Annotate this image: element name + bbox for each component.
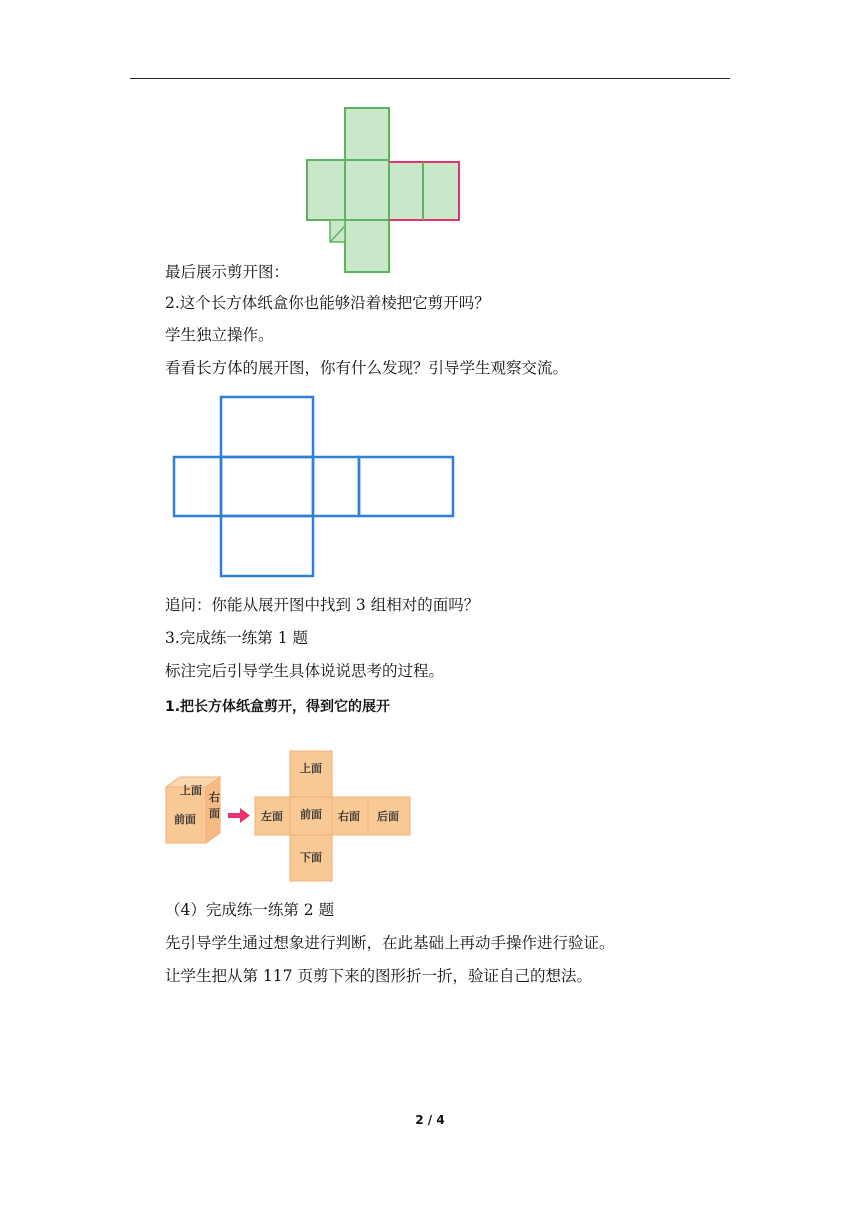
text-line-9: （4）完成练一练第 2 题 [165,901,335,919]
blue-face-top [221,397,313,457]
box-label-top: 上面 [180,784,202,797]
text-line-1: 最后展示剪开图： [165,263,290,281]
net-face-top [345,108,389,160]
blue-face-right [313,457,359,516]
box-label-front: 前面 [174,813,196,826]
net-face-right [389,162,423,220]
text-line-6: 3.完成练一练第 1 题 [165,629,309,647]
net-label-right: 右面 [338,810,360,823]
text-line-11: 让学生把从第 117 页剪下来的图形折一折，验证自己的想法。 [165,967,592,985]
blue-face-front [221,457,313,516]
text-line-3: 学生独立操作。 [165,326,274,344]
net-label-bottom: 下面 [300,851,322,864]
text-line-10: 先引导学生通过想象进行判断，在此基础上再动手操作进行验证。 [165,934,615,952]
arrow-icon [228,808,250,823]
net-label-back: 后面 [377,810,399,823]
blue-face-left [174,457,221,516]
box-and-net-figure [160,745,420,887]
net-face-bottom [345,220,389,272]
box-3d [166,777,220,843]
box-label-right-1: 右 [209,791,220,804]
cuboid-net-figure [170,394,460,580]
net-label-left: 左面 [261,810,283,823]
net-face-center [345,160,389,220]
text-line-7: 标注完后引导学生具体说说思考的过程。 [165,662,445,680]
net-face-back [423,162,459,220]
text-line-2: 2.这个长方体纸盒你也能够沿着棱把它剪开吗？ [165,294,490,312]
box-label-right-2: 面 [209,807,220,820]
net-label-front: 前面 [300,808,322,821]
header-rule [130,78,730,79]
net-label-top: 上面 [300,762,322,775]
text-line-4: 看看长方体的展开图，你有什么发现？引导学生观察交流。 [165,359,569,377]
exercise-title: 1.把长方体纸盒剪开，得到它的展开 [165,699,391,715]
text-line-5: 追问：你能从展开图中找到 3 组相对的面吗？ [165,596,480,614]
net-face-left [307,160,345,220]
page-number: 2 / 4 [415,1113,445,1127]
blue-face-bottom [221,516,313,576]
cube-net-green [307,108,389,272]
blue-face-back [359,457,453,516]
cube-net-figure [300,104,465,276]
